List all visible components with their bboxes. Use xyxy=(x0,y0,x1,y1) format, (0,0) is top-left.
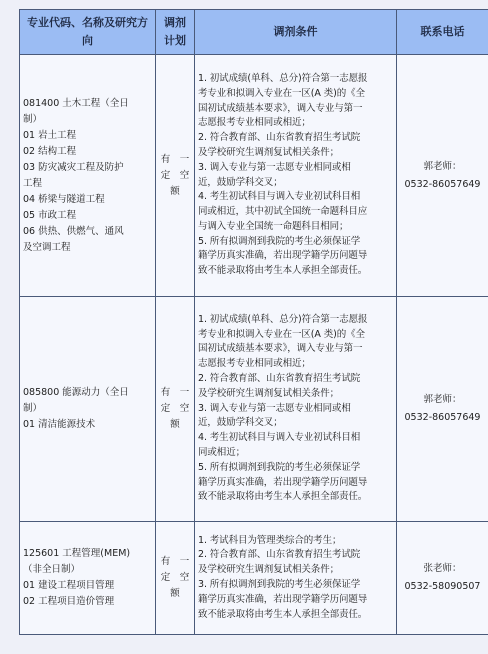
plan-line: 额 xyxy=(170,185,180,197)
header-plan-line2: 计划 xyxy=(164,34,186,47)
condition-line: 2. 符合教育部、山东省教育招生考试院 xyxy=(198,549,361,561)
contact-name: 郭老师： xyxy=(423,160,462,172)
condition-line: 同或相近，其中初试全国统一命题科目应 xyxy=(198,206,368,218)
condition-line: 1. 初试成绩(单科、总分)符合第一志愿报 xyxy=(198,72,368,84)
major-line: 125601 工程管理(MEM) xyxy=(23,548,131,559)
plan-line: 额 xyxy=(170,588,180,599)
condition-line: 3. 所有拟调剂到我院的考生必须保证学 xyxy=(198,579,361,590)
condition-line: 国初试成绩基本要求》，调入专业与第一 xyxy=(198,102,363,114)
major-line: （非全日制） xyxy=(23,564,81,575)
major-line: 085800 能源动力（全日 xyxy=(23,387,129,398)
condition-line: 近，鼓励学科交叉； xyxy=(198,417,283,429)
major-line: 02 结构工程 xyxy=(23,145,77,157)
plan-line: 定 空 xyxy=(160,403,190,414)
major-line: 01 清洁能源技术 xyxy=(23,419,96,430)
plan-line: 有 一 xyxy=(160,556,190,567)
contact-cell xyxy=(397,522,488,635)
condition-line: 4. 考生初试科目与调入专业初试科目相 xyxy=(198,432,361,444)
table-row xyxy=(20,55,488,297)
major-line: 工程 xyxy=(23,177,43,189)
condition-line: 同或相近； xyxy=(198,446,246,458)
condition-line: 与调入专业全国统一命题科目相同； xyxy=(198,220,349,232)
condition-line: 志愿报考专业相同或相近； xyxy=(198,358,311,370)
condition-line: 5. 所有拟调剂到我院的考生必须保证学 xyxy=(198,461,361,473)
condition-line: 及学校研究生调剂复试相关条件； xyxy=(198,387,340,399)
contact-phone: 0532-86057649 xyxy=(404,178,481,190)
major-line: 05 市政工程 xyxy=(23,209,77,221)
condition-line: 近，鼓励学科交叉； xyxy=(198,176,283,188)
condition-line: 国初试成绩基本要求》，调入专业与第一 xyxy=(198,343,363,355)
contact-name: 郭老师： xyxy=(423,394,462,405)
plan-cell xyxy=(156,522,195,635)
condition-line: 4. 考生初试科目与调入专业初试科目相 xyxy=(198,191,361,203)
major-line: 01 建设工程项目管理 xyxy=(23,580,115,591)
condition-line: 及学校研究生调剂复试相关条件； xyxy=(198,564,340,576)
condition-line: 考专业和拟调入专业在一区(A 类)的《全 xyxy=(198,87,365,99)
header-plan xyxy=(156,10,195,55)
condition-line: 致不能录取将由考生本人承担全部责任。 xyxy=(198,265,368,277)
contact-phone: 0532-58090507 xyxy=(404,581,481,592)
condition-line: 3. 调入专业与第一志愿专业相同或相 xyxy=(198,402,351,414)
contact-phone: 0532-86057649 xyxy=(404,412,481,423)
condition-line: 籍学历真实准确，若出现学籍学历问题导 xyxy=(198,476,368,488)
plan-line: 定 空 xyxy=(160,572,190,583)
major-cell xyxy=(20,55,156,297)
major-line: 04 桥梁与隧道工程 xyxy=(23,193,105,205)
major-line: 06 供热、供燃气、通风 xyxy=(23,225,124,237)
major-line: 制） xyxy=(23,403,43,414)
conditions-cell xyxy=(195,55,397,297)
condition-line: 2. 符合教育部、山东省教育招生考试院 xyxy=(198,373,361,384)
plan-line: 定 空 xyxy=(160,169,190,181)
major-line: 及空调工程 xyxy=(23,241,71,253)
table-header-row xyxy=(20,10,488,55)
condition-line: 志愿报考专业相同或相近； xyxy=(198,117,311,129)
condition-line: 及学校研究生调剂复试相关条件； xyxy=(198,146,340,158)
condition-line: 5. 所有拟调剂到我院的考生必须保证学 xyxy=(198,235,361,247)
major-line: 02 工程项目造价管理 xyxy=(23,596,115,607)
condition-line: 籍学历真实准确，若出现学籍学历问题导 xyxy=(198,593,368,605)
plan-cell xyxy=(156,55,195,297)
admission-table-container xyxy=(19,9,481,634)
contact-name: 张老师： xyxy=(423,563,462,574)
major-line: 03 防灾减灾工程及防护 xyxy=(23,161,124,173)
major-cell xyxy=(20,522,156,635)
plan-cell xyxy=(156,297,195,522)
condition-line: 籍学历真实准确，若出现学籍学历问题导 xyxy=(198,250,368,262)
condition-line: 3. 调入专业与第一志愿专业相同或相 xyxy=(198,161,351,173)
condition-line: 1. 初试成绩(单科、总分)符合第一志愿报 xyxy=(198,313,368,325)
condition-line: 1. 考试科目为管理类综合的考生； xyxy=(198,534,342,546)
plan-line: 有 一 xyxy=(160,387,190,398)
header-major-line1: 专业代码、名称及研究方 xyxy=(27,16,148,29)
table-row xyxy=(20,297,488,522)
condition-line: 致不能录取将由考生本人承担全部责任。 xyxy=(198,491,368,503)
major-line: 081400 土木工程（全日 xyxy=(23,97,129,109)
major-line: 01 岩土工程 xyxy=(23,129,77,141)
header-major-line2: 向 xyxy=(82,34,93,47)
conditions-cell xyxy=(195,522,397,635)
condition-line: 致不能录取将由考生本人承担全部责任。 xyxy=(198,608,368,620)
contact-cell xyxy=(397,55,488,297)
plan-line: 额 xyxy=(170,419,180,430)
condition-line: 2. 符合教育部、山东省教育招生考试院 xyxy=(198,132,361,144)
major-line: 制） xyxy=(23,113,43,125)
conditions-cell xyxy=(195,297,397,522)
contact-cell xyxy=(397,297,488,522)
header-major xyxy=(20,10,156,55)
header-plan-line1: 调剂 xyxy=(164,16,186,29)
plan-line: 有 一 xyxy=(160,153,190,165)
header-contact: 联系电话 xyxy=(397,10,488,55)
major-cell xyxy=(20,297,156,522)
header-conditions: 调剂条件 xyxy=(195,10,397,55)
table-row xyxy=(20,522,488,635)
condition-line: 考专业和拟调入专业在一区(A 类)的《全 xyxy=(198,328,365,340)
adjustment-table xyxy=(19,9,488,635)
